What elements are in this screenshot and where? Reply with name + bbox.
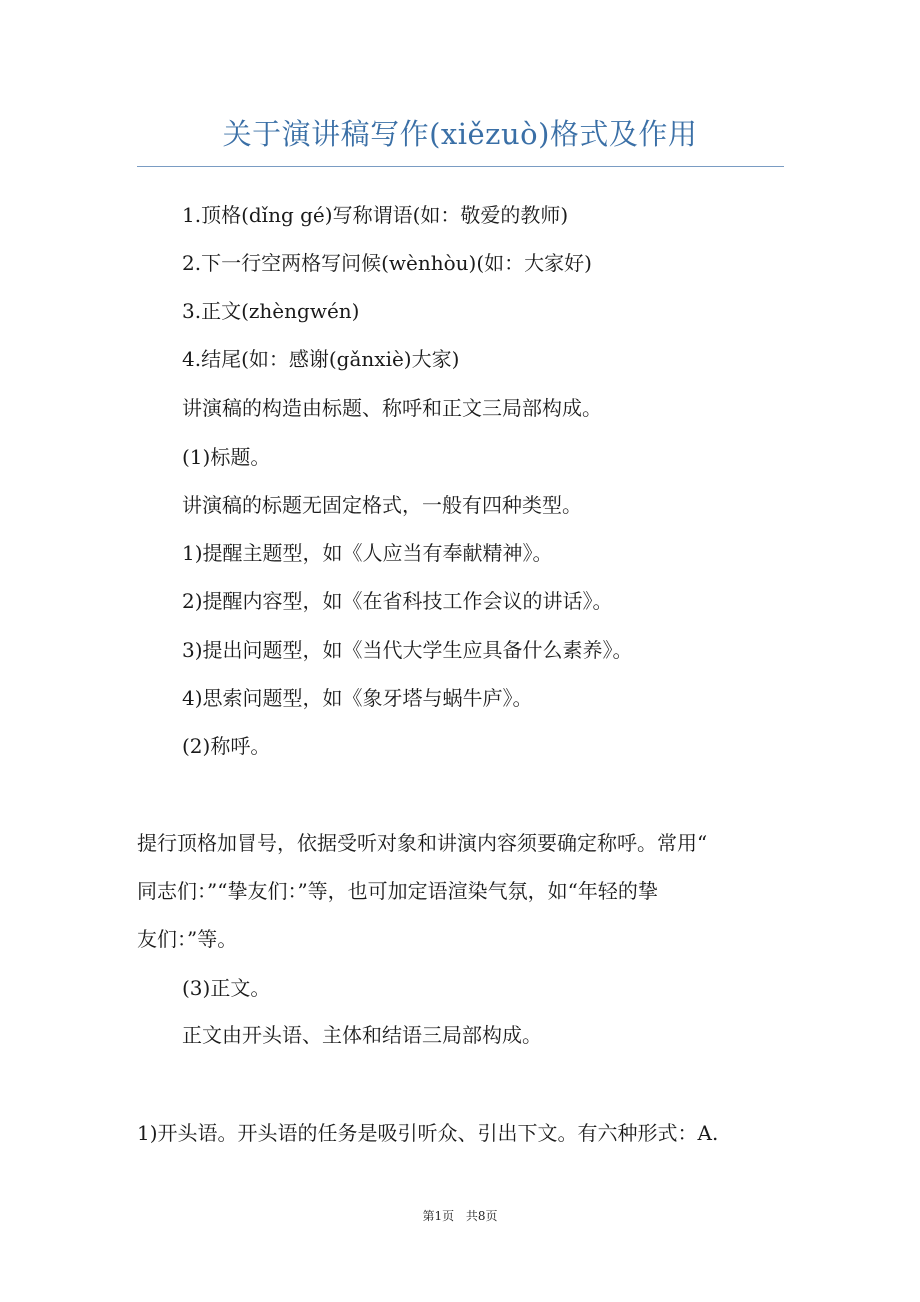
paragraph-line: 友们：”等。 bbox=[137, 927, 238, 951]
list-item: 2.下一行空两格写问候(wènhòu)(如：大家好) bbox=[182, 251, 592, 275]
page-number: 第1页 bbox=[422, 1209, 455, 1223]
paragraph: 正文由开头语、主体和结语三局部构成。 bbox=[182, 1023, 542, 1047]
list-item: 1.顶格(dǐng gé)写称谓语(如：敬爱的教师) bbox=[182, 203, 569, 227]
page-title: 关于演讲稿写作(xiězuò)格式及作用 bbox=[222, 117, 698, 151]
title-divider bbox=[137, 166, 784, 167]
paragraph-line: 提行顶格加冒号，依据受听对象和讲演内容须要确定称呼。常用“ bbox=[137, 831, 708, 855]
list-item: 3)提出问题型，如《当代大学生应具备什么素养》。 bbox=[182, 638, 633, 662]
list-item: 2)提醒内容型，如《在省科技工作会议的讲话》。 bbox=[182, 589, 613, 613]
paragraph: 讲演稿的构造由标题、称呼和正文三局部构成。 bbox=[182, 396, 602, 420]
page-footer bbox=[0, 1207, 920, 1224]
section-heading: (2)称呼。 bbox=[182, 734, 271, 758]
section-heading: (1)标题。 bbox=[182, 445, 271, 469]
list-item: 1)提醒主题型，如《人应当有奉献精神》。 bbox=[182, 541, 553, 565]
section-heading: (3)正文。 bbox=[182, 976, 271, 1000]
list-item: 4)思索问题型，如《象牙塔与蜗牛庐》。 bbox=[182, 686, 533, 710]
paragraph-line: 1)开头语。开头语的任务是吸引听众、引出下文。有六种形式：A. bbox=[137, 1121, 719, 1145]
list-item: 4.结尾(如：感谢(gǎnxiè)大家) bbox=[182, 347, 460, 371]
total-pages: 共8页 bbox=[465, 1209, 498, 1223]
paragraph-line: 同志们：”“挚友们：”等，也可加定语渲染气氛，如“年轻的挚 bbox=[137, 879, 658, 903]
paragraph: 讲演稿的标题无固定格式，一般有四种类型。 bbox=[182, 493, 582, 517]
list-item: 3.正文(zhèngwén) bbox=[182, 299, 360, 323]
